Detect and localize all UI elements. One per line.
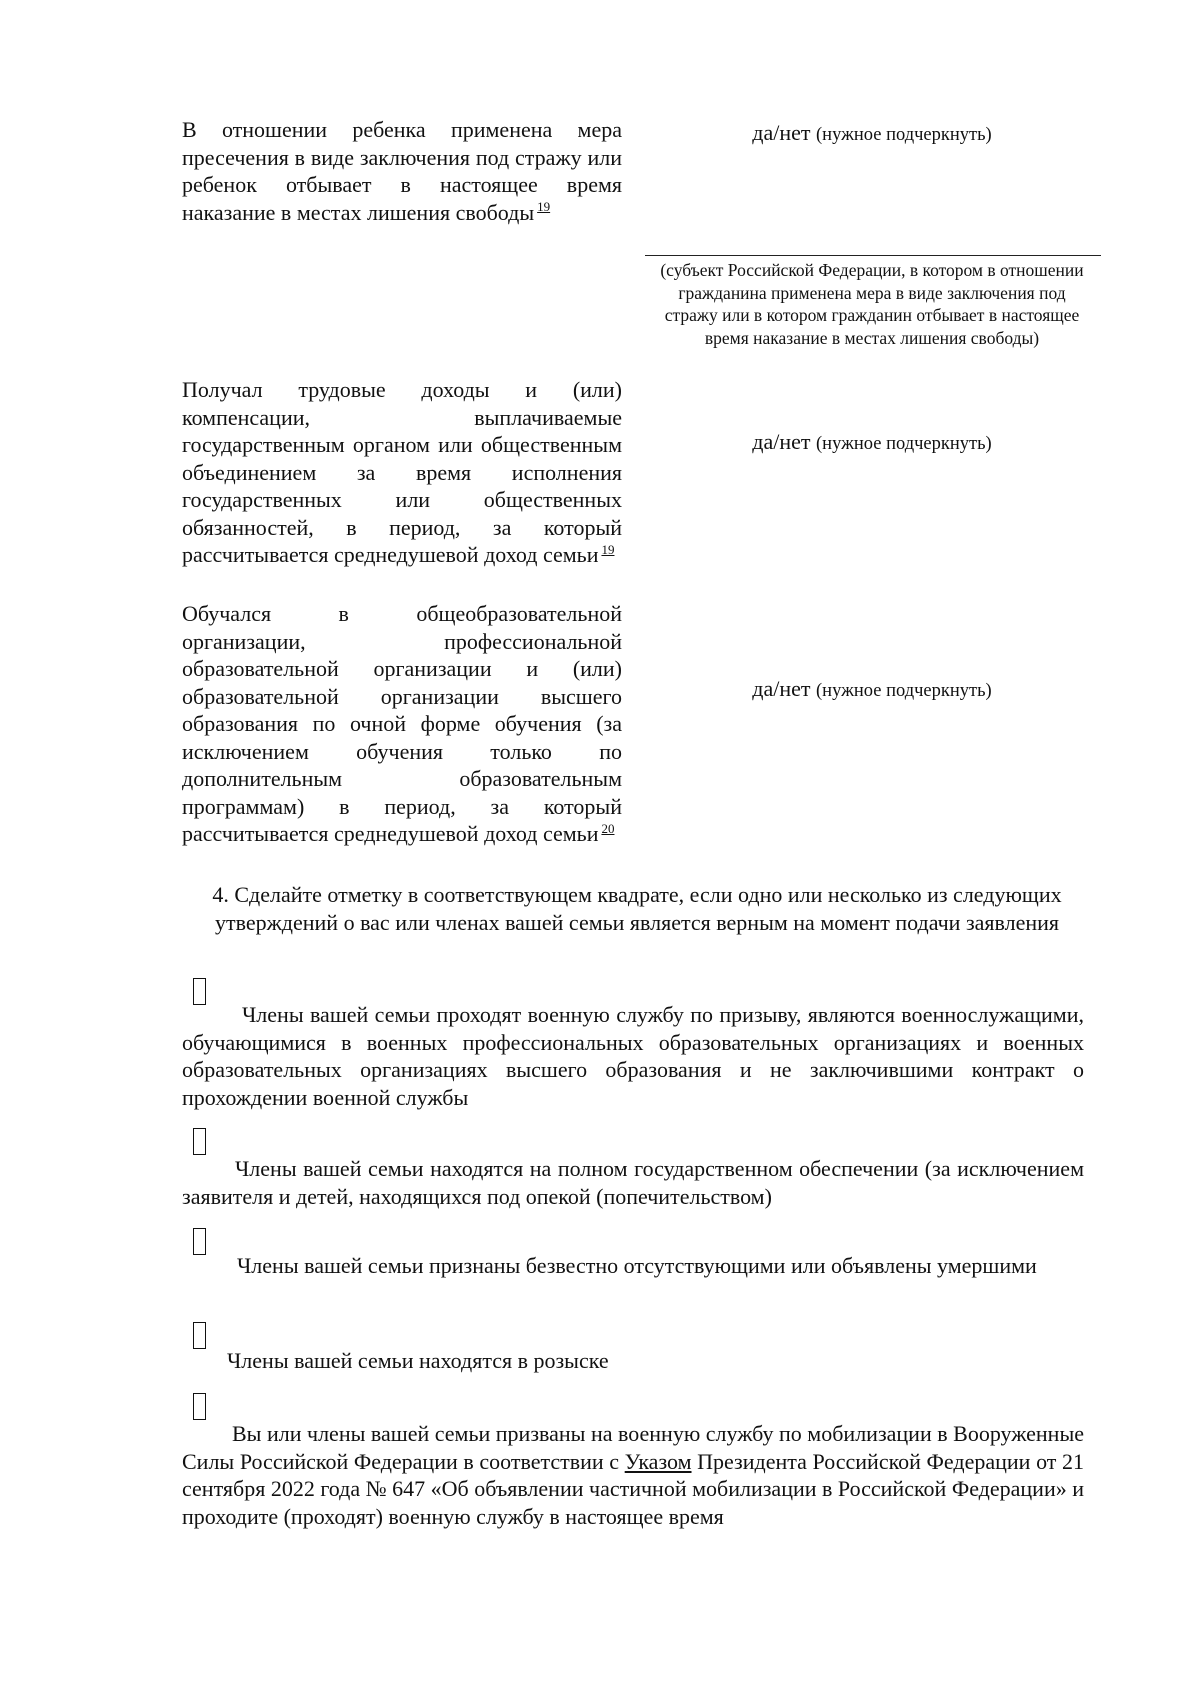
answer-note: (нужное подчеркнуть) (816, 434, 992, 454)
checkbox-wanted[interactable] (193, 1322, 206, 1349)
footnote-ref[interactable]: 20 (601, 820, 615, 836)
question-3-text: Обучался в общеобразовательной организации, профессиональной образовательной организации и (или) образовательной организации высшего образования по очной форме обучения (за исключением обучения только по дополнительным образовательным программам) в период, за который рассчитывается среднедушевой доход семьи (182, 601, 622, 846)
section-4-heading: 4. Сделайте отметку в соответствующем квадрате, если одно или несколько из следующих утверждений о вас или членах вашей семьи является верным на момент подачи заявления (212, 882, 1062, 935)
answer-2[interactable] (652, 428, 1092, 458)
answer-yes-no[interactable]: да/нет (752, 120, 811, 145)
checkbox-item-2-text: Члены вашей семьи находятся на полном государственном обеспечении (за исключением заявителя и детей, находящихся под опекой (попечительством) (182, 1156, 1084, 1209)
answer-yes-no[interactable]: да/нет (752, 676, 811, 701)
region-input-line[interactable] (645, 255, 1101, 256)
checkbox-mobilization[interactable] (193, 1393, 206, 1420)
checkbox-item-4-text: Члены вашей семьи находятся в розыске (227, 1348, 609, 1373)
footnote-ref[interactable]: 19 (601, 541, 615, 557)
question-2-text: Получал трудовые доходы и (или) компенсации, выплачиваемые государственным органом или общественным объединением за время исполнения государственных или общественных обязанностей, в период, за который рассчитывается среднедушевой доход семьи (182, 377, 622, 567)
item-5-text-after: Президента Российской Федерации от 21 сентября 2022 года № 647 «Об объявлении частичной мобилизации в Российской Федерации» и проходите (проходят) военную службу в настоящее время (182, 1448, 1085, 1529)
checkbox-state-support[interactable] (193, 1128, 206, 1155)
answer-1[interactable] (652, 119, 1092, 149)
question-1-text: В отношении ребенка применена мера пресечения в виде заключения под стражу или ребенок отбывает в настоящее время наказание в местах лишения свободы (182, 117, 622, 225)
answer-yes-no[interactable]: да/нет (752, 429, 811, 454)
checkbox-item-1-text: Члены вашей семьи проходят военную службу по призыву, являются военнослужащими, обучающимися в военных профессиональных образовательных организациях и военных образовательных организациях высшего образования и не заключившими контракт о прохождении военной службы (182, 1002, 1084, 1110)
question-1 (182, 116, 622, 226)
question-2 (182, 376, 622, 569)
answer-note: (нужное подчеркнуть) (816, 125, 992, 145)
question-3 (182, 600, 622, 848)
answer-3[interactable] (652, 675, 1092, 705)
region-caption: (субъект Российской Федерации, в котором в отношении гражданина применена мера в виде заключения под стражу или в котором гражданин отбывает в настоящее время наказание в местах лишения свободы) (660, 260, 1084, 348)
footnote-ref[interactable]: 19 (537, 199, 551, 215)
answer-note: (нужное подчеркнуть) (816, 681, 992, 701)
item-5-text-before: Вы или члены вашей семьи призваны на военную службу по мобилизации в Вооруженные Силы Российской Федерации в соответствии с (182, 1421, 1084, 1474)
checkbox-missing-declared-dead[interactable] (193, 1228, 206, 1255)
checkbox-item-3-text: Члены вашей семьи признаны безвестно отсутствующими или объявлены умершими (237, 1253, 1037, 1278)
decree-link[interactable]: Указом (624, 1448, 692, 1474)
checkbox-item-5-text (182, 1420, 1084, 1530)
